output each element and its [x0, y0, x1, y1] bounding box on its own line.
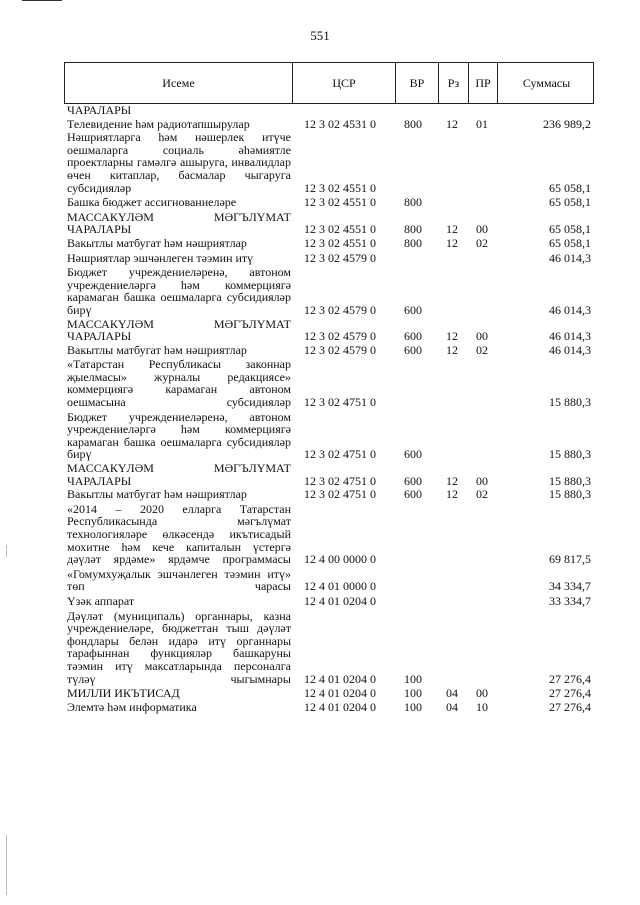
row-csr: 12 4 01 0204 0 — [304, 686, 376, 701]
header-name: Исеме — [162, 76, 195, 90]
row-csr: 12 3 02 4579 0 — [304, 302, 376, 317]
row-name: Үзәк аппарат — [67, 593, 135, 608]
row-csr: 12 4 01 0204 0 — [304, 671, 376, 686]
row-sum: 65 058,1 — [549, 222, 591, 237]
row-name: «Гомумхуҗалык эшчәнлеген тәэмин итү» төп чарасы — [67, 566, 291, 594]
row-sum: 15 880,3 — [549, 395, 591, 410]
row-vr: 800 — [404, 195, 422, 210]
table-row — [64, 610, 594, 686]
row-name: МАССАКҮЛӘМ МӘГЪЛҮМАТ ЧАРАЛАРЫ — [67, 209, 291, 237]
row-pr: 00 — [476, 686, 488, 701]
row-rz: 04 — [446, 686, 458, 701]
row-name: Вакытлы матбугат һәм нәшриятлар — [67, 342, 247, 357]
row-name: Бюджет учреждениеләренә, автоном учреждениеләргә һәм коммерциягә карамаган башка оешмаларга субсидияләр бирү — [67, 409, 291, 462]
row-pr: 01 — [476, 116, 488, 131]
row-sum: 27 276,4 — [549, 699, 591, 714]
row-csr: 12 3 02 4551 0 — [304, 235, 376, 250]
row-csr: 12 3 02 4551 0 — [304, 180, 376, 195]
table-row — [64, 488, 594, 501]
row-name: Нәшриятларга һәм нәшерлек итүче оешмаларга социаль әһәмиятле проектларны гамәлгә ашыруга, инвалидлар өчен китаплар, басмалар чыгаруга субсидияләр — [67, 130, 291, 195]
row-sum: 236 989,2 — [543, 116, 591, 131]
row-sum: 15 880,3 — [549, 473, 591, 488]
table-row — [64, 104, 594, 117]
row-csr: 12 3 02 4551 0 — [304, 222, 376, 237]
row-rz: 12 — [446, 116, 458, 131]
row-csr: 12 3 02 4579 0 — [304, 329, 376, 344]
row-rz: 12 — [446, 473, 458, 488]
table-row — [64, 118, 594, 131]
row-name: МИЛЛИ ИКЪТИСАД — [67, 686, 180, 701]
row-name: «Татарстан Республикасы законнар җыелмасы» журналы редакциясе» коммерциягә карамаган автоном оешмасына субсидияләр — [67, 357, 291, 410]
table-header — [64, 62, 594, 104]
row-csr: 12 3 02 4579 0 — [304, 250, 376, 265]
table-row — [64, 595, 594, 608]
table-row — [64, 687, 594, 700]
table-row — [64, 411, 594, 461]
table-body — [64, 104, 594, 713]
row-csr: 12 3 02 4751 0 — [304, 395, 376, 410]
row-name: «2014 – 2020 елларга Татарстан Республикасында мәгълүмат технологияләре өлкәсендә икътисадый мохитне һәм кече капиталын үстергә дәүләт ярдәме» ярдәмче программасы — [67, 501, 291, 567]
row-pr: 00 — [476, 473, 488, 488]
row-name: Дәүләт (муниципаль) органнары, казна учреждениеләре, бюджеттан тыш дәүләт фондлары белән идарә итү органнары тарафыннан функцияләр башкаруны тәэмин итү максатларында персоналга түләү чыгымнары — [67, 608, 291, 686]
row-vr: 600 — [404, 329, 422, 344]
table-row — [64, 358, 594, 408]
row-name: Телевидение һәм радиотапшырулар — [67, 116, 250, 131]
row-sum: 34 334,7 — [549, 579, 591, 594]
row-rz: 12 — [446, 487, 458, 502]
row-sum: 65 058,1 — [549, 180, 591, 195]
corner-mark — [22, 0, 62, 1]
row-rz: 04 — [446, 699, 458, 714]
row-name: Вакытлы матбугат һәм нәшриятлар — [67, 487, 247, 502]
row-vr: 600 — [404, 342, 422, 357]
row-csr: 12 4 00 0000 0 — [304, 552, 376, 567]
row-name: Башка бюджет ассигнованиеләре — [67, 195, 237, 210]
row-vr: 800 — [404, 116, 422, 131]
row-csr: 12 3 02 4579 0 — [304, 342, 376, 357]
row-rz: 12 — [446, 342, 458, 357]
table-row — [64, 196, 594, 209]
row-name: Бюджет учреждениеләренә, автоном учреждениеләргә һәм коммерциягә карамаган башка оешмаларга субсидияләр бирү — [67, 265, 291, 317]
row-sum: 33 334,7 — [549, 593, 591, 608]
row-name: Нәшриятлар эшчәнлеген тәэмин итү — [67, 250, 254, 265]
row-csr: 12 4 01 0204 0 — [304, 593, 376, 608]
row-csr: 12 4 01 0000 0 — [304, 579, 376, 594]
left-margin-mark — [6, 835, 7, 895]
row-csr: 12 3 02 4751 0 — [304, 447, 376, 462]
row-vr: 800 — [404, 235, 422, 250]
header-csr: ЦСР — [332, 76, 356, 90]
row-sum: 27 276,4 — [549, 671, 591, 686]
row-vr: 100 — [404, 686, 422, 701]
row-sum: 65 058,1 — [549, 235, 591, 250]
row-csr: 12 3 02 4751 0 — [304, 487, 376, 502]
table-row — [64, 131, 594, 194]
row-sum: 27 276,4 — [549, 686, 591, 701]
table-row — [64, 568, 594, 593]
table-row — [64, 503, 594, 566]
table-row — [64, 344, 594, 357]
row-csr: 12 3 02 4531 0 — [304, 116, 376, 131]
row-vr: 600 — [404, 302, 422, 317]
row-name: МАССАКҮЛӘМ МӘГЪЛҮМАТ ЧАРАЛАРЫ — [67, 316, 291, 344]
row-pr: 02 — [476, 342, 488, 357]
table-row — [64, 211, 594, 236]
row-sum: 46 014,3 — [549, 342, 591, 357]
row-sum: 46 014,3 — [549, 302, 591, 317]
header-vr: ВР — [409, 76, 425, 90]
row-rz: 12 — [446, 222, 458, 237]
row-vr: 600 — [404, 473, 422, 488]
row-rz: 12 — [446, 329, 458, 344]
row-csr: 12 3 02 4551 0 — [304, 195, 376, 210]
row-vr: 600 — [404, 447, 422, 462]
header-pr: ПР — [475, 76, 491, 90]
row-vr: 100 — [404, 671, 422, 686]
table-row — [64, 266, 594, 316]
row-name: Элемтә һәм информатика — [67, 699, 197, 714]
row-vr: 600 — [404, 487, 422, 502]
left-margin-mark — [6, 545, 7, 557]
table-row — [64, 318, 594, 343]
budget-table — [64, 62, 594, 713]
row-name: Вакытлы матбугат һәм нәшриятлар — [67, 235, 247, 250]
table-row — [64, 252, 594, 265]
row-sum: 46 014,3 — [549, 250, 591, 265]
table-row — [64, 237, 594, 250]
header-sum: Суммасы — [522, 76, 571, 90]
table-row — [64, 701, 594, 714]
header-rz: Рз — [447, 76, 460, 90]
row-sum: 69 817,5 — [549, 552, 591, 567]
row-name: МАССАКҮЛӘМ МӘГЪЛҮМАТ ЧАРАЛАРЫ — [67, 461, 291, 488]
row-sum: 15 880,3 — [549, 447, 591, 462]
row-sum: 46 014,3 — [549, 329, 591, 344]
row-vr: 800 — [404, 222, 422, 237]
row-pr: 10 — [476, 699, 488, 714]
row-name: ЧАРАЛАРЫ — [67, 103, 132, 117]
row-pr: 02 — [476, 487, 488, 502]
page-number: 551 — [310, 28, 330, 43]
row-vr: 100 — [404, 699, 422, 714]
row-pr: 02 — [476, 235, 488, 250]
row-csr: 12 4 01 0204 0 — [304, 699, 376, 714]
row-pr: 00 — [476, 222, 488, 237]
table-row — [64, 462, 594, 487]
row-sum: 65 058,1 — [549, 195, 591, 210]
row-sum: 15 880,3 — [549, 487, 591, 502]
row-pr: 00 — [476, 329, 488, 344]
row-csr: 12 3 02 4751 0 — [304, 473, 376, 488]
row-rz: 12 — [446, 235, 458, 250]
